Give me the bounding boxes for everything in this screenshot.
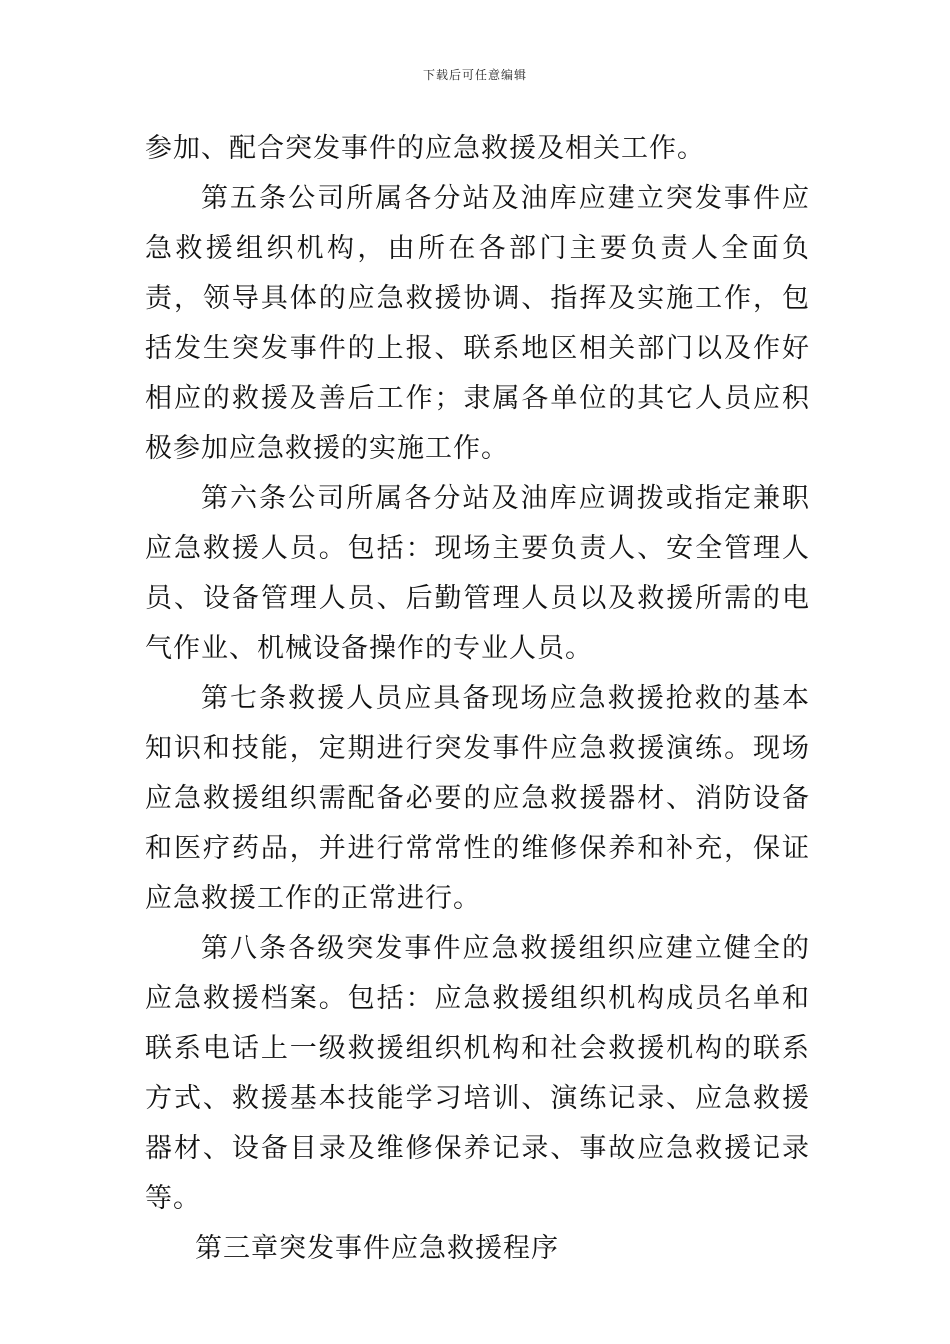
paragraph-article-5: 第五条公司所属各分站及油库应建立突发事件应急救援组织机构，由所在各部门主要负责人全面负责，领导具体的应急救援协调、指挥及实施工作，包括发生突发事件的上报、联系地区相关部门以及作好相应的救援及善后工作；隶属各单位的其它人员应积极参加应急救援的实施工作。: [145, 183, 810, 464]
chapter-heading: 第三章突发事件应急救援程序: [195, 1233, 559, 1264]
paragraph-article-8: 第八条各级突发事件应急救援组织应建立健全的应急救援档案。包括：应急救援组织机构成员名单和联系电话上一级救援组织机构和社会救援机构的联系方式、救援基本技能学习培训、演练记录、应急救援器材、设备目录及维修保养记录、事故应急救援记录等。: [145, 933, 810, 1214]
paragraph-article-6: 第六条公司所属各分站及油库应调拨或指定兼职应急救援人员。包括：现场主要负责人、安全管理人员、设备管理人员、后勤管理人员以及救援所需的电气作业、机械设备操作的专业人员。: [145, 483, 810, 664]
page-header: 下载后可任意编辑: [422, 68, 527, 82]
paragraph-article-7: 第七条救援人员应具备现场应急救援抢救的基本知识和技能，定期进行突发事件应急救援演练。现场应急救援组织需配备必要的应急救援器材、消防设备和医疗药品，并进行常常性的维修保养和补充，保证应急救援工作的正常进行。: [145, 683, 810, 914]
paragraph-continuation: 参加、配合突发事件的应急救援及相关工作。: [145, 133, 705, 164]
document-body: [145, 124, 810, 1274]
